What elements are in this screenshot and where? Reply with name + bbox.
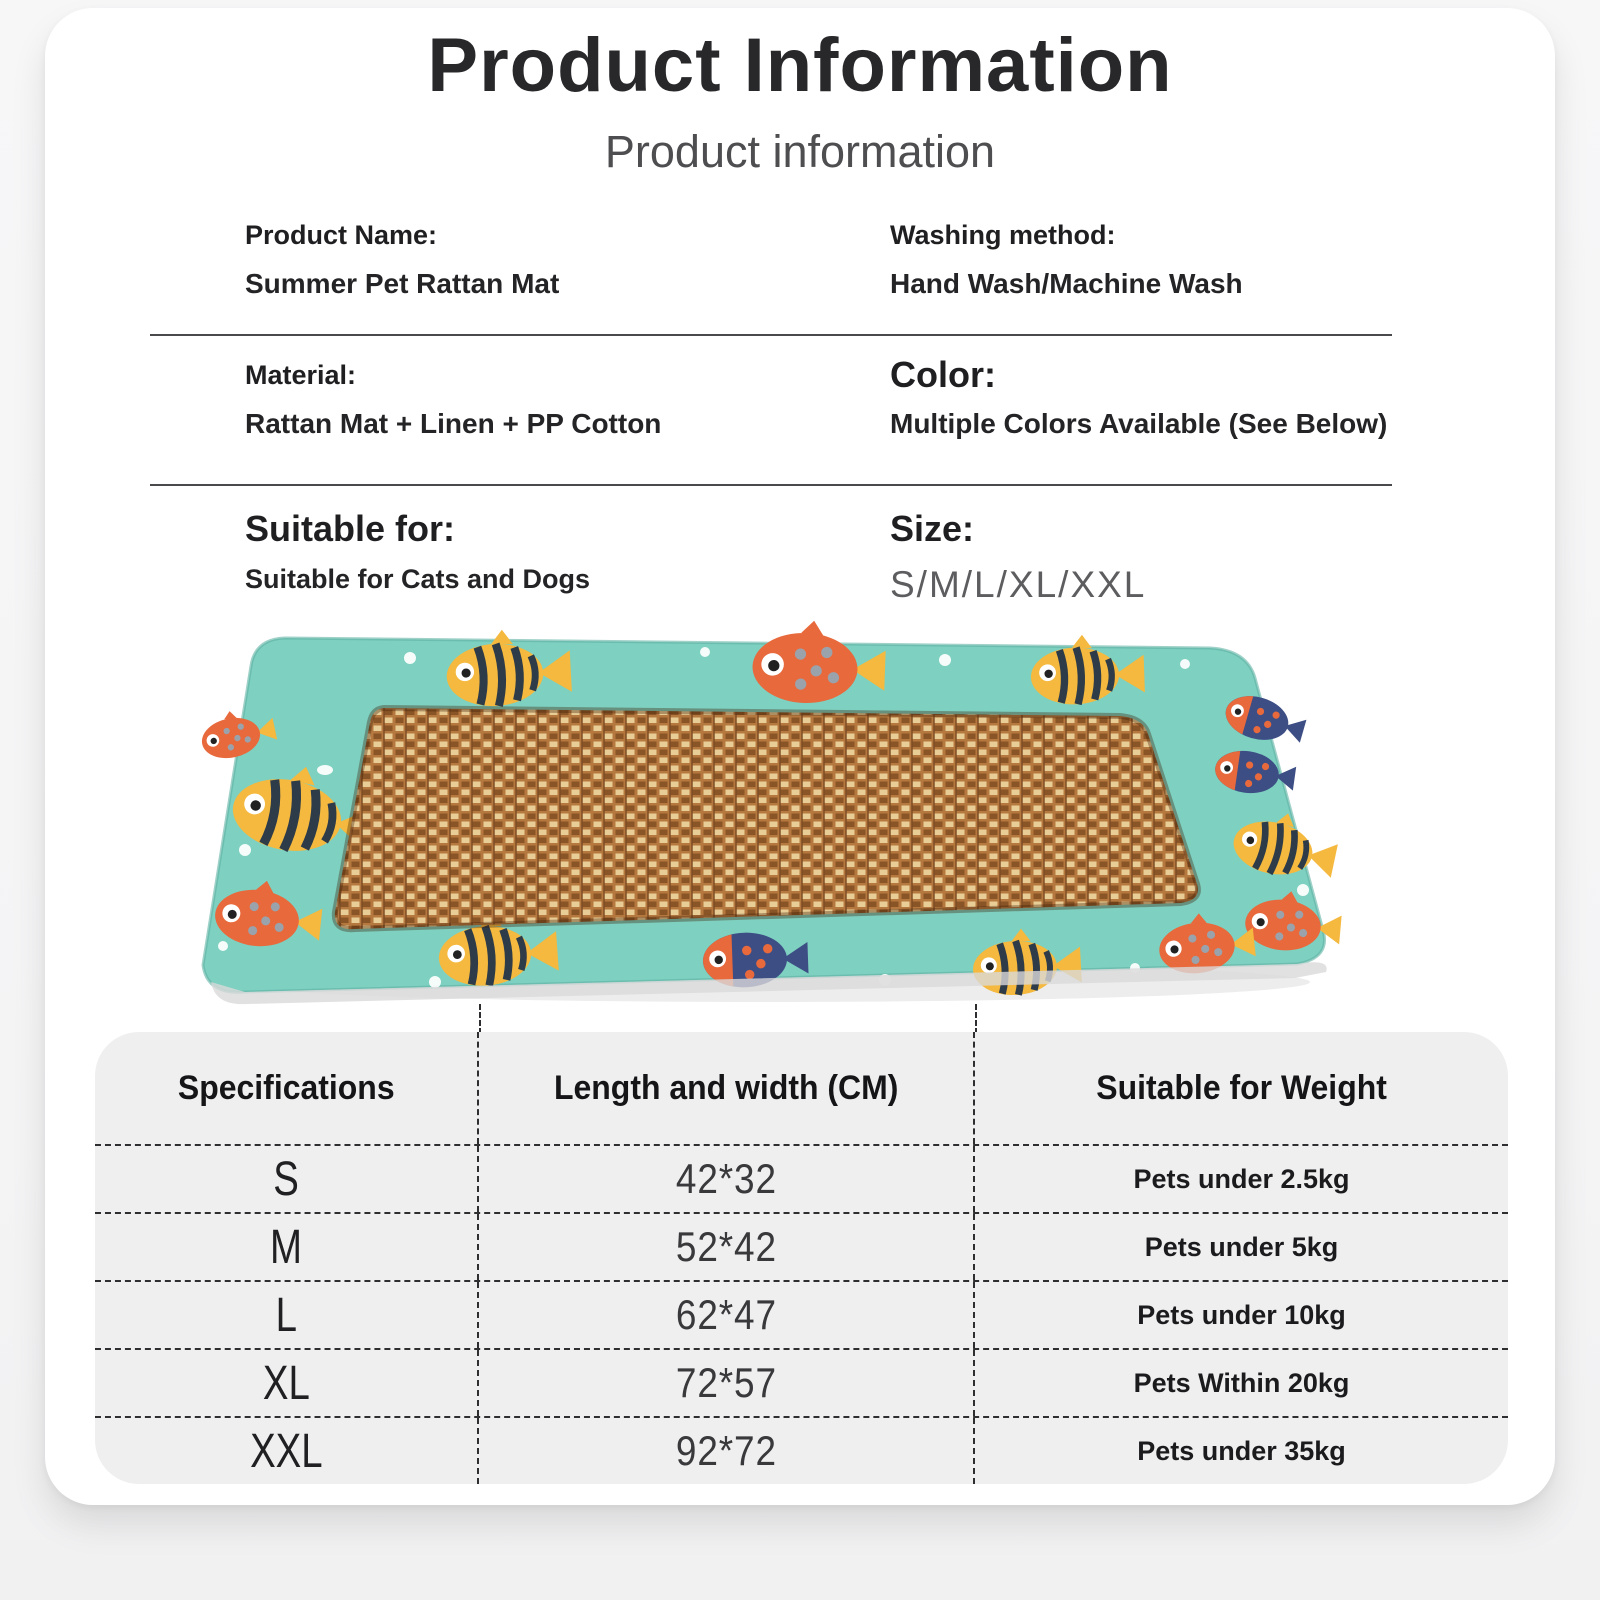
spec-cell: L xyxy=(95,1282,479,1348)
dimensions-cell: 62*47 xyxy=(479,1282,975,1348)
table-header-row xyxy=(95,1032,1508,1146)
table-row-xl xyxy=(95,1350,1508,1418)
suitable-for-label: Suitable for: xyxy=(245,508,456,549)
spec-table xyxy=(95,1032,1508,1484)
product-name-value: Summer Pet Rattan Mat xyxy=(245,268,560,299)
dimensions-cell: 52*42 xyxy=(479,1214,975,1280)
table-row-s xyxy=(95,1146,1508,1214)
header-weight: Suitable for Weight xyxy=(1096,1068,1387,1107)
header-length-width: Length and width (CM) xyxy=(479,1032,975,1144)
weight-cell: Pets under 10kg xyxy=(1137,1299,1346,1330)
spec-cell: XXL xyxy=(95,1418,479,1484)
page-subtitle: Product information xyxy=(604,126,996,177)
suitable-for-field xyxy=(245,508,591,594)
section-divider xyxy=(150,484,1392,486)
table-row-xxl xyxy=(95,1418,1508,1484)
section-divider xyxy=(150,334,1392,336)
page-title: Product Information xyxy=(427,23,1173,108)
table-column-divider xyxy=(975,1004,977,1034)
spec-cell: M xyxy=(95,1214,479,1280)
dimensions-cell: 42*32 xyxy=(479,1146,975,1212)
washing-method-label: Washing method: xyxy=(890,220,1116,250)
weight-cell: Pets under 2.5kg xyxy=(1133,1163,1350,1194)
suitable-for-value: Suitable for Cats and Dogs xyxy=(245,564,591,594)
material-value: Rattan Mat + Linen + PP Cotton xyxy=(245,408,662,439)
size-field xyxy=(890,508,1147,605)
size-value: S/M/L/XL/XXL xyxy=(890,564,1147,605)
spec-cell: XL xyxy=(95,1350,479,1416)
weight-cell: Pets under 35kg xyxy=(1137,1435,1346,1466)
color-field xyxy=(890,354,1388,439)
size-label: Size: xyxy=(890,508,975,549)
dimensions-cell: 92*72 xyxy=(479,1418,975,1484)
color-value: Multiple Colors Available (See Below) xyxy=(890,408,1388,439)
weight-cell: Pets under 5kg xyxy=(1144,1231,1339,1262)
table-row-m xyxy=(95,1214,1508,1282)
table-column-divider xyxy=(479,1004,481,1034)
spec-cell: S xyxy=(95,1146,479,1212)
material-field xyxy=(245,360,662,439)
table-row-l xyxy=(95,1282,1508,1350)
product-image xyxy=(185,620,1365,1020)
washing-method-value: Hand Wash/Machine Wash xyxy=(890,268,1243,299)
material-label: Material: xyxy=(245,360,357,390)
product-name-label: Product Name: xyxy=(245,220,438,250)
product-name-field xyxy=(245,220,560,299)
header-specifications: Specifications xyxy=(95,1032,479,1144)
dimensions-cell: 72*57 xyxy=(479,1350,975,1416)
washing-method-field xyxy=(890,220,1243,299)
weight-cell: Pets Within 20kg xyxy=(1133,1367,1350,1398)
product-info-card xyxy=(45,8,1555,1505)
color-label: Color: xyxy=(890,354,996,395)
